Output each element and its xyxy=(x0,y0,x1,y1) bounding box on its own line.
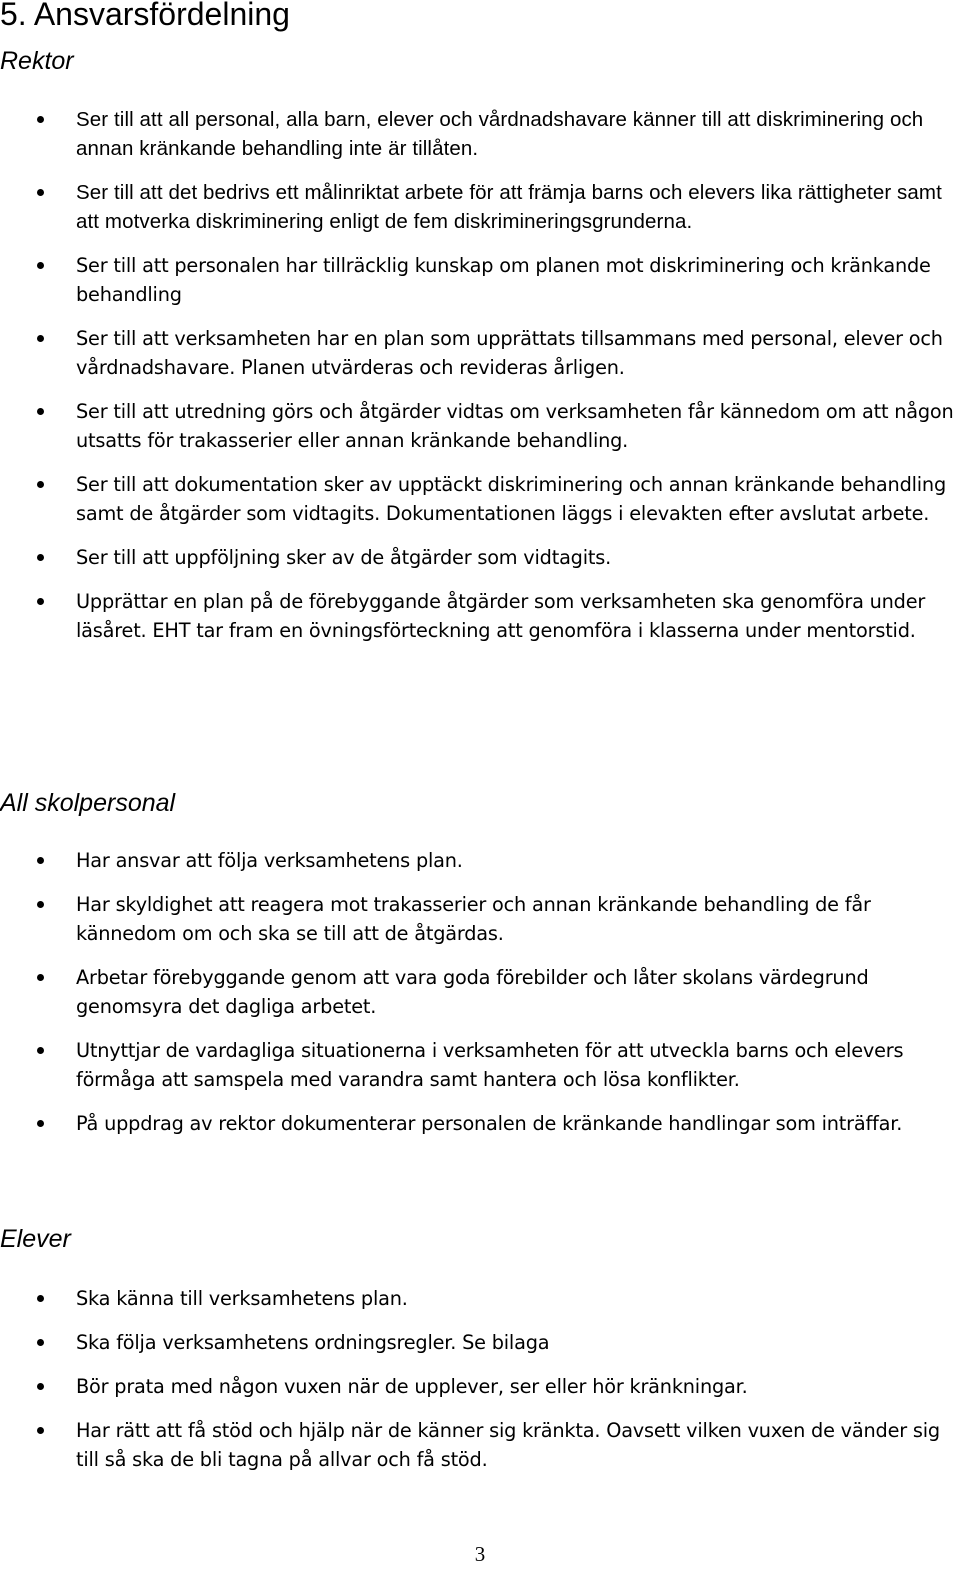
bullet-icon xyxy=(37,554,44,561)
bullet-icon xyxy=(37,189,44,196)
list-item xyxy=(0,1416,960,1474)
bullet-icon xyxy=(37,974,44,981)
bullet-icon xyxy=(37,901,44,908)
list-item-text: Har skyldighet att reagera mot trakasserier och annan kränkande behandling de får kännedom om och ska se till att de åtgärdas. xyxy=(76,893,871,945)
list-item xyxy=(0,543,960,572)
list-item xyxy=(0,1372,960,1401)
bullet-icon xyxy=(37,598,44,605)
list-item xyxy=(0,105,960,163)
subheading-rektor: Rektor xyxy=(0,47,74,75)
bullet-icon xyxy=(37,1295,44,1302)
list-item-text: Upprättar en plan på de förebyggande åtgärder som verksamheten ska genomföra under läsåret. EHT tar fram en övningsförteckning att genomföra i klasserna under mentorstid. xyxy=(76,590,926,642)
subheading-elever: Elever xyxy=(0,1225,71,1253)
bullet-icon xyxy=(37,1383,44,1390)
list-item-text: Arbetar förebyggande genom att vara goda förebilder och låter skolans värdegrund genomsyra det dagliga arbetet. xyxy=(76,966,869,1018)
bullet-icon xyxy=(37,1047,44,1054)
rektor-list xyxy=(0,105,960,645)
list-item-text: Ser till att uppföljning sker av de åtgärder som vidtagits. xyxy=(76,546,612,569)
page-number: 3 xyxy=(474,1542,486,1566)
list-item xyxy=(0,397,960,455)
list-item xyxy=(0,1284,960,1313)
list-item xyxy=(0,587,960,645)
bullet-icon xyxy=(37,335,44,342)
list-item xyxy=(0,1328,960,1357)
bullet-icon xyxy=(37,116,44,123)
list-item-text: Bör prata med någon vuxen när de upplever, ser eller hör kränkningar. xyxy=(76,1375,748,1398)
list-item xyxy=(0,846,960,875)
section-heading: 5. Ansvarsfördelning xyxy=(0,0,290,32)
list-item-text: Utnyttjar de vardagliga situationerna i verksamheten för att utveckla barns och elevers förmåga att samspela med varandra samt hantera och lösa konflikter. xyxy=(76,1039,904,1091)
list-item-text: Ska känna till verksamhetens plan. xyxy=(76,1287,408,1310)
list-item-text: Har ansvar att följa verksamhetens plan. xyxy=(76,849,463,872)
list-item xyxy=(0,1036,960,1094)
bullet-icon xyxy=(37,408,44,415)
list-item-text: På uppdrag av rektor dokumenterar personalen de kränkande handlingar som inträffar. xyxy=(76,1112,903,1135)
list-item xyxy=(0,963,960,1021)
bullet-icon xyxy=(37,857,44,864)
bullet-icon xyxy=(37,1427,44,1434)
list-item-text: Ser till att det bedrivs ett målinriktat arbete för att främja barns och elevers lika rättigheter samt att motverka diskriminering enligt de fem diskrimineringsgrunderna. xyxy=(76,181,942,233)
list-item-text: Ser till att personalen har tillräcklig kunskap om planen mot diskriminering och kränkande behandling xyxy=(76,254,931,306)
elever-list xyxy=(0,1284,960,1474)
list-item xyxy=(0,470,960,528)
bullet-icon xyxy=(37,1339,44,1346)
subheading-all-skolpersonal: All skolpersonal xyxy=(0,789,176,817)
list-item xyxy=(0,890,960,948)
list-item-text: Ska följa verksamhetens ordningsregler. Se bilaga xyxy=(76,1331,550,1354)
bullet-icon xyxy=(37,481,44,488)
list-item-text: Ser till att dokumentation sker av upptäckt diskriminering och annan kränkande behandling samt de åtgärder som vidtagits. Dokumentationen läggs i elevakten efter avslutat arbete. xyxy=(76,473,946,525)
list-item xyxy=(0,324,960,382)
list-item-text: Ser till att verksamheten har en plan som upprättats tillsammans med personal, elever och vårdnadshavare. Planen utvärderas och revideras årligen. xyxy=(76,327,943,379)
list-item xyxy=(0,1109,960,1138)
bullet-icon xyxy=(37,1120,44,1127)
bullet-icon xyxy=(37,262,44,269)
list-item xyxy=(0,178,960,236)
list-item xyxy=(0,251,960,309)
list-item-text: Ser till att utredning görs och åtgärder vidtas om verksamheten får kännedom om att någon utsatts för trakasserier eller annan kränkande behandling. xyxy=(76,400,954,452)
list-item-text: Har rätt att få stöd och hjälp när de känner sig kränkta. Oavsett vilken vuxen de vänder sig till så ska de bli tagna på allvar och få stöd. xyxy=(76,1419,940,1471)
skolpersonal-list xyxy=(0,846,960,1138)
list-item-text: Ser till att all personal, alla barn, elever och vårdnadshavare känner till att diskriminering och annan kränkande behandling inte är tillåten. xyxy=(76,108,924,160)
